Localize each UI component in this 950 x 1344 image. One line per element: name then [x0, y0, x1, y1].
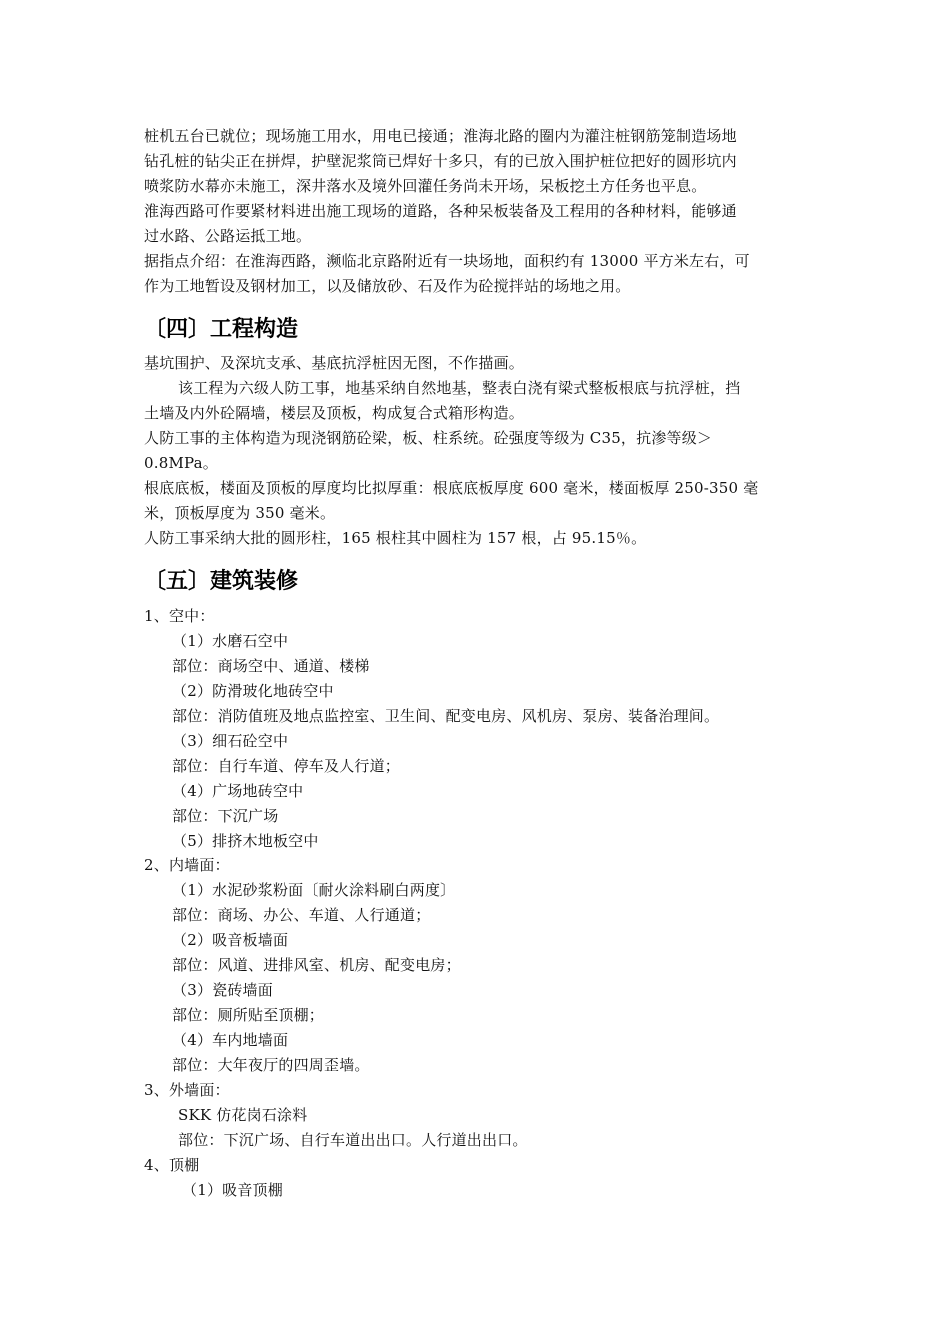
paragraph-line: 淮海西路可作要紧材料进出施工现场的道路，各种呆板装备及工程用的各种材料，能够通: [144, 202, 737, 220]
paragraph-line: 过水路、公路运抵工地。: [144, 227, 312, 245]
paragraph-line: 据指点介绍：在淮海西路，濒临北京路附近有一块场地，面积约有 13000 平方米左右，可: [144, 252, 750, 270]
list-item: （1）水泥砂浆粉面〔耐火涂料刷白两度〕: [172, 881, 456, 899]
list-item: 部位：大年夜厅的四周歪墙。: [172, 1056, 370, 1074]
paragraph-line: 该工程为六级人防工事，地基采纳自然地基，整表白浇有梁式整板根底与抗浮桩，挡: [178, 379, 741, 397]
list-section-title: 1、空中：: [144, 607, 215, 625]
paragraph-line: 桩机五台已就位；现场施工用水，用电已接通；淮海北路的圈内为灌注桩钢筋笼制造场地: [144, 127, 737, 145]
list-item: SKK 仿花岗石涂料: [178, 1106, 308, 1124]
paragraph-line: 基坑围护、及深坑支承、基底抗浮桩因无图，不作描画。: [144, 354, 525, 372]
list-item: （2）防滑玻化地砖空中: [172, 682, 334, 700]
list-section-title: 3、外墙面：: [144, 1081, 230, 1099]
paragraph-line: 作为工地暂设及钢材加工，以及储放砂、石及作为砼搅拌站的场地之用。: [144, 277, 631, 295]
list-item: 部位：下沉广场、自行车道出出口。人行道出出口。: [178, 1131, 528, 1149]
list-item: （5）排挤木地板空中: [172, 832, 319, 850]
paragraph-line: 人防工事的主体构造为现浇钢筋砼梁，板、柱系统。砼强度等级为 C35，抗渗等级＞: [144, 429, 713, 447]
paragraph-line: 根底底板，楼面及顶板的厚度均比拟厚重：根底底板厚度 600 毫米，楼面板厚 250-350 毫: [144, 479, 759, 497]
list-item: （1）吸音顶棚: [182, 1181, 283, 1199]
list-item: （4）广场地砖空中: [172, 782, 304, 800]
list-section-title: 2、内墙面：: [144, 856, 230, 874]
list-item: 部位：厕所贴至顶棚；: [172, 1006, 325, 1024]
list-item: （1）水磨石空中: [172, 632, 289, 650]
list-item: 部位：风道、进排风室、机房、配变电房；: [172, 956, 461, 974]
paragraph-line: 喷浆防水幕亦未施工，深井落水及境外回灌任务尚未开场，呆板挖土方任务也平息。: [144, 177, 707, 195]
list-item: 部位：消防值班及地点监控室、卫生间、配变电房、风机房、泵房、装备治理间。: [172, 707, 720, 725]
list-item: 部位：商场空中、通道、楼梯: [172, 657, 370, 675]
paragraph-line: 钻孔桩的钻尖正在拼焊，护壁泥浆筒已焊好十多只，有的已放入围护桩位把好的圆形坑内: [144, 152, 737, 170]
list-item: （2）吸音板墙面: [172, 931, 289, 949]
list-item: 部位：商场、办公、车道、人行通道；: [172, 906, 431, 924]
paragraph-line: 0.8MPa。: [144, 454, 218, 472]
list-item: （4）车内地墙面: [172, 1031, 289, 1049]
paragraph-line: 土墙及内外砼隔墙，楼层及顶板，构成复合式箱形构造。: [144, 404, 525, 422]
paragraph-line: 米，顶板厚度为 350 毫米。: [144, 504, 336, 522]
list-section-title: 4、顶棚: [144, 1156, 200, 1174]
list-item: 部位：自行车道、停车及人行道；: [172, 757, 401, 775]
list-item: （3）瓷砖墙面: [172, 981, 273, 999]
list-item: 部位：下沉广场: [172, 807, 279, 825]
section-heading-4: 〔四〕工程构造: [144, 317, 299, 342]
section-heading-5: 〔五〕建筑装修: [144, 569, 299, 594]
list-item: （3）细石砼空中: [172, 732, 289, 750]
paragraph-line: 人防工事采纳大批的圆形柱，165 根柱其中圆柱为 157 根，占 95.15％。: [144, 529, 647, 547]
